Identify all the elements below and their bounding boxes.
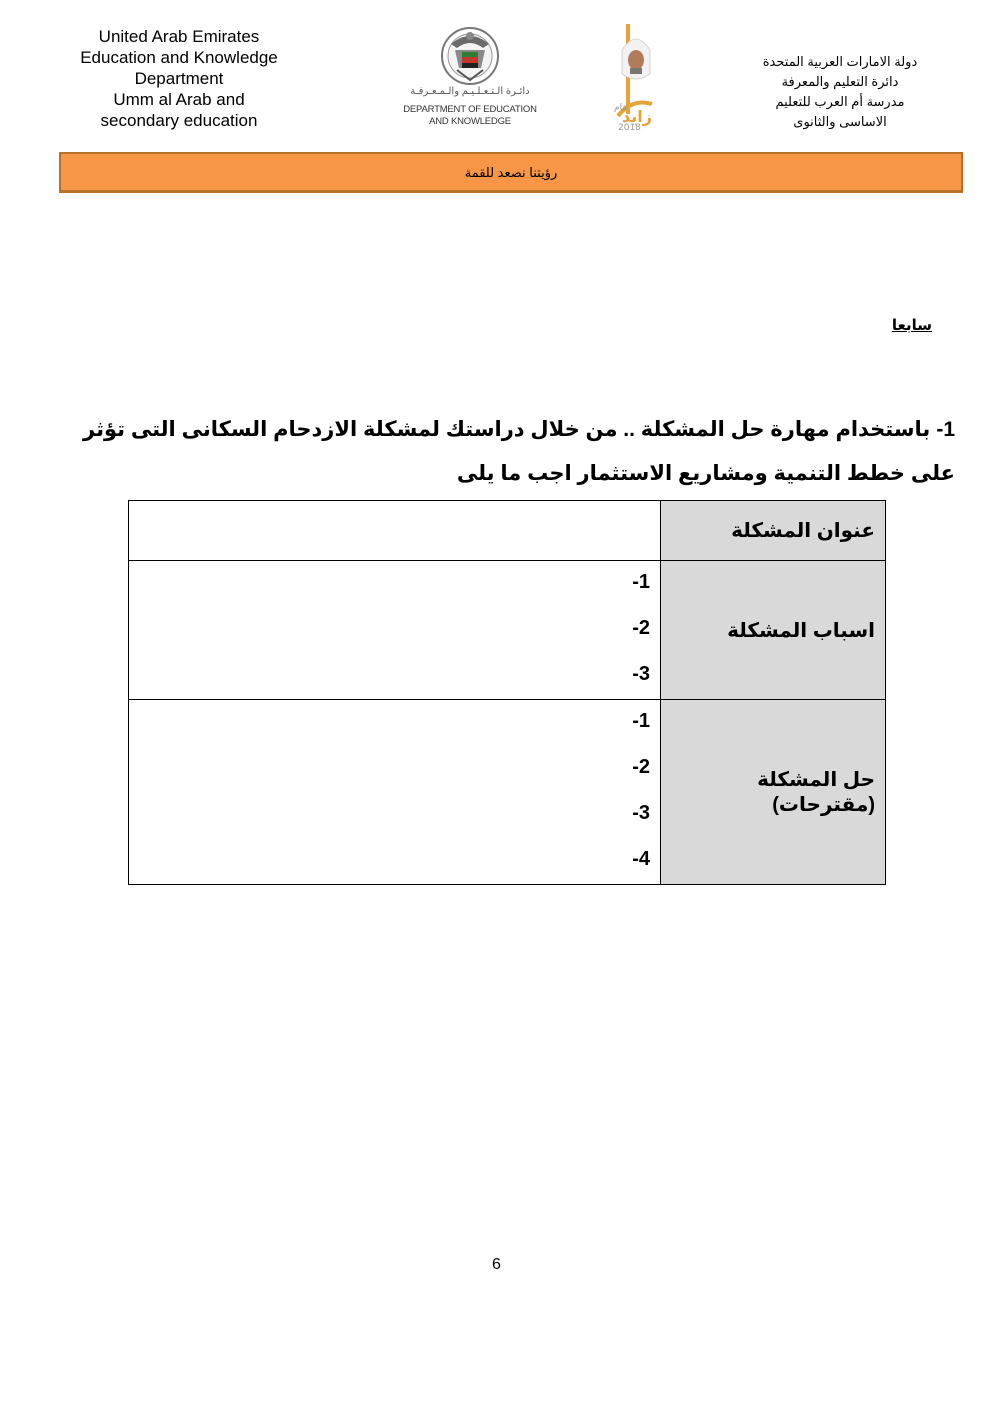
- year-of-zayed-logo: [612, 24, 660, 132]
- section-heading: سابعا: [891, 317, 932, 334]
- header-ar-line: مدرسة أم العرب للتعليم: [775, 94, 905, 109]
- problem-solving-table: [128, 500, 886, 885]
- emblem-english-line1: DEPARTMENT OF EDUCATION: [403, 104, 537, 115]
- table-row: [129, 561, 886, 700]
- falcon-emblem-icon: [395, 24, 545, 86]
- header-arabic-block: [740, 52, 940, 132]
- vision-banner: [59, 152, 963, 193]
- question-number: 1-: [936, 418, 955, 441]
- table-row: [129, 700, 886, 885]
- answer-field-causes[interactable]: [129, 561, 661, 700]
- header-english-block: [50, 26, 308, 131]
- header-ar-line: دولة الامارات العربية المتحدة: [762, 54, 918, 69]
- header-en-line: United Arab Emirates: [98, 27, 260, 46]
- emblem-arabic-text: دائـرة الـتـعـلـيـم والـمـعـرفـة: [410, 86, 530, 97]
- header-en-line: Education and Knowledge: [80, 48, 278, 67]
- zayed-logo-year: 2018: [618, 123, 641, 132]
- row-label-causes: اسباب المشكلة: [661, 561, 886, 700]
- answer-field-title[interactable]: [129, 501, 661, 561]
- page-number: 6: [492, 1256, 501, 1273]
- zayed-logo-word: عام: [614, 103, 628, 113]
- header-ar-line: دائرة التعليم والمعرفة: [781, 74, 899, 89]
- header-en-line: Department: [134, 69, 224, 88]
- header-ar-line: الاساسى والثانوى: [793, 114, 887, 129]
- numbered-line: -1: [632, 710, 650, 732]
- numbered-line: -4: [632, 848, 650, 870]
- numbered-line: -2: [632, 617, 650, 639]
- numbered-line: -3: [632, 663, 650, 685]
- header-en-line: secondary education: [100, 111, 258, 130]
- banner-text: رؤيتنا نصعد للقمة: [464, 165, 558, 180]
- emblem-english-line2: AND KNOWLEDGE: [429, 116, 511, 127]
- header-en-line: Umm al Arab and: [113, 90, 245, 109]
- row-label-solutions: حل المشكلة (مقترحات): [661, 700, 886, 885]
- question-text-block: [55, 408, 955, 496]
- table-row: [129, 501, 886, 561]
- numbered-line: -3: [632, 802, 650, 824]
- zayed-logo-name: زايد: [622, 107, 652, 126]
- question-body: باستخدام مهارة حل المشكلة .. من خلال دراستك لمشكلة الازدحام السكانى التى تؤثر على خطط التنمية ومشاريع الاستثمار اجب ما يلى: [83, 418, 955, 485]
- answer-field-solutions[interactable]: [129, 700, 661, 885]
- department-emblem-logo: [395, 24, 545, 134]
- row-label-title: عنوان المشكلة: [661, 501, 886, 561]
- numbered-line: -1: [632, 571, 650, 593]
- numbered-line: -2: [632, 756, 650, 778]
